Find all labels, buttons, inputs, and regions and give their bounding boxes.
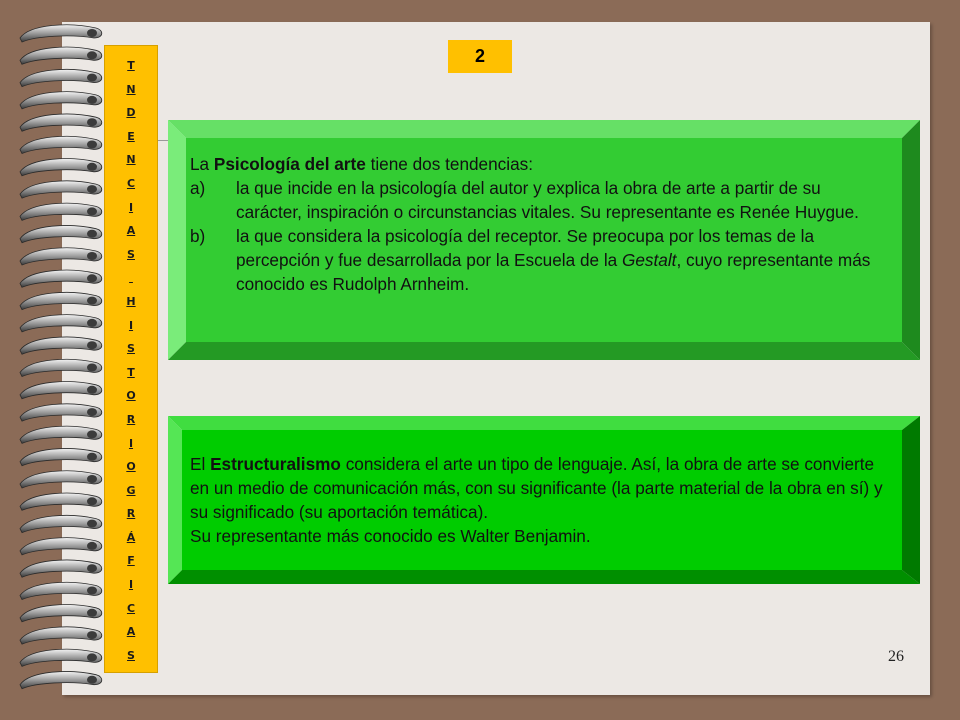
para-prefix: El <box>190 454 211 474</box>
estructuralismo-paragraph <box>190 452 890 524</box>
vertical-title-banner <box>104 45 158 673</box>
banner-letter: T <box>127 365 135 379</box>
ring-hole <box>87 163 97 171</box>
slide-number-badge: 2 <box>448 40 512 73</box>
psicologia-arte-text <box>190 152 890 296</box>
ring-hole <box>87 141 97 149</box>
ring-hole <box>87 51 97 59</box>
ring-hole <box>87 653 97 661</box>
ring-hole <box>87 564 97 572</box>
list-text-b-end: , cuyo representante más conocido es Rudolph Arnheim. <box>236 250 871 294</box>
ring-hole <box>87 631 97 639</box>
ring-hole <box>87 453 97 461</box>
estructuralismo-text <box>190 452 890 548</box>
ring-hole <box>87 430 97 438</box>
list-text-b-start: la que considera la psicología del receptor. Se preocupa por los temas de la percepción y fue desarrollada por la Escuela de la <box>236 226 815 270</box>
banner-letter: T <box>127 59 135 72</box>
list-label-b: b) <box>190 226 206 246</box>
banner-letter: D <box>126 106 136 120</box>
ring-hole <box>87 520 97 528</box>
ring-hole <box>87 587 97 595</box>
psicologia-arte-box <box>168 120 920 360</box>
banner-letter: I <box>128 200 134 214</box>
banner-letter: O <box>126 389 136 403</box>
ring-hole <box>87 230 97 238</box>
ring-hole <box>87 185 97 193</box>
banner-letter: I <box>128 318 134 332</box>
term-estructuralismo: Estructuralismo <box>210 454 341 474</box>
ring-hole <box>87 29 97 37</box>
ring-hole <box>87 609 97 617</box>
banner-letter: A <box>126 224 136 238</box>
ring-hole <box>87 274 97 282</box>
banner-letter: R <box>126 412 136 426</box>
ring-hole <box>87 386 97 394</box>
banner-letter: Á <box>126 530 136 544</box>
banner-letter: G <box>126 483 136 497</box>
intro-suffix: tiene dos tendencias: <box>365 154 534 174</box>
ring-hole <box>87 118 97 126</box>
term-gestalt: Gestalt <box>622 250 677 270</box>
ring-hole <box>87 341 97 349</box>
intro-prefix: La <box>190 154 214 174</box>
banner-letter: S <box>127 342 135 356</box>
banner-letter: S <box>127 648 135 662</box>
banner-letter: S <box>127 247 135 261</box>
banner-letter: I <box>128 578 134 592</box>
banner-letter: E <box>127 129 135 143</box>
ring-hole <box>87 252 97 260</box>
banner-letter: C <box>126 601 136 615</box>
list-label-a: a) <box>190 178 206 198</box>
ring-hole <box>87 497 97 505</box>
banner-letter: N <box>126 153 136 167</box>
ring-hole <box>87 96 97 104</box>
list-item-a <box>190 176 890 224</box>
intro-line <box>190 152 890 176</box>
ring-hole <box>87 297 97 305</box>
banner-letter: N <box>126 82 136 96</box>
ring-hole <box>87 542 97 550</box>
list-text-a: la que incide en la psicología del autor y explica la obra de arte a partir de su carácter, inspiración o circunstancias vitales. Su representante es Renée Huygue. <box>236 178 859 222</box>
banner-letter <box>105 266 157 290</box>
banner-letter: I <box>128 436 134 450</box>
term-psicologia-arte: Psicología del arte <box>213 154 366 174</box>
ring-hole <box>87 676 97 684</box>
list-item-b <box>190 224 890 296</box>
page-number: 26 <box>888 648 904 665</box>
list-text-b <box>236 224 890 296</box>
banner-letter: F <box>127 554 135 568</box>
vertical-title-letters <box>105 46 157 667</box>
banner-letter: R <box>126 507 136 521</box>
ring-hole <box>87 319 97 327</box>
banner-letter: O <box>126 460 136 474</box>
representante-line: Su representante más conocido es Walter Benjamin. <box>190 526 591 546</box>
banner-letter: A <box>126 625 136 639</box>
ring-hole <box>87 207 97 215</box>
para-text: considera el arte un tipo de lenguaje. Así, la obra de arte se convierte en un medio de comunicación más, con su significante (la parte material de la obra en sí) y su significado (su aportación temática). <box>190 454 883 522</box>
banner-letter: C <box>126 176 136 190</box>
ring-hole <box>87 364 97 372</box>
ring-hole <box>87 74 97 82</box>
ring-hole <box>87 408 97 416</box>
banner-letter: H <box>126 294 136 308</box>
estructuralismo-box <box>168 416 920 584</box>
ring-hole <box>87 475 97 483</box>
